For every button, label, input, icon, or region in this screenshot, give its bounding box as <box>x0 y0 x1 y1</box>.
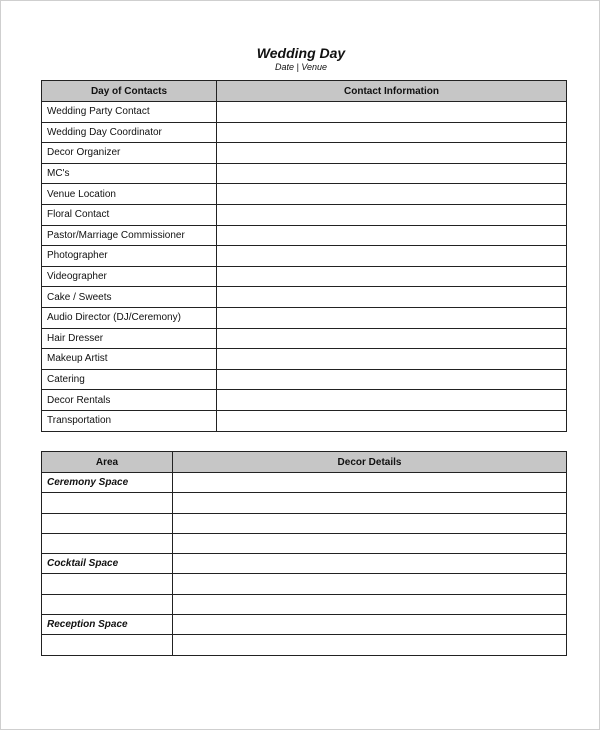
contact-information-field[interactable] <box>217 184 567 205</box>
area-label <box>42 635 173 655</box>
contact-information-field[interactable] <box>217 143 567 164</box>
page-subtitle: Date | Venue <box>274 62 328 72</box>
contact-information-field[interactable] <box>217 204 567 225</box>
table-row <box>42 204 567 225</box>
area-label <box>42 594 173 614</box>
contact-information-field[interactable] <box>217 369 567 390</box>
table-row <box>42 615 567 635</box>
contact-role-label: Catering <box>42 369 217 390</box>
table-row <box>42 225 567 246</box>
area-label: Cocktail Space <box>42 554 173 574</box>
table-row <box>42 307 567 328</box>
table-row <box>42 246 567 267</box>
page-title: Wedding Day <box>256 45 346 61</box>
contact-information-field[interactable] <box>217 102 567 123</box>
decor-details-field[interactable] <box>173 473 567 493</box>
contact-information-field[interactable] <box>217 349 567 370</box>
table-row <box>42 143 567 164</box>
decor-details-field[interactable] <box>173 594 567 614</box>
contact-role-label: MC's <box>42 163 217 184</box>
decor-details-field[interactable] <box>173 574 567 594</box>
contacts-table <box>41 80 567 432</box>
column-header-decor-details: Decor Details <box>173 452 567 473</box>
decor-details-field[interactable] <box>173 554 567 574</box>
column-header-area: Area <box>42 452 173 473</box>
area-label: Ceremony Space <box>42 473 173 493</box>
table-row <box>42 513 567 533</box>
area-label <box>42 513 173 533</box>
table-row <box>42 554 567 574</box>
contact-information-field[interactable] <box>217 328 567 349</box>
contact-information-field[interactable] <box>217 225 567 246</box>
contact-role-label: Photographer <box>42 246 217 267</box>
table-row <box>42 328 567 349</box>
table-row <box>42 473 567 493</box>
contact-role-label: Decor Organizer <box>42 143 217 164</box>
contact-role-label: Makeup Artist <box>42 349 217 370</box>
table-row <box>42 635 567 655</box>
column-header-contact-information: Contact Information <box>217 81 567 102</box>
contact-role-label: Audio Director (DJ/Ceremony) <box>42 307 217 328</box>
contact-role-label: Pastor/Marriage Commissioner <box>42 225 217 246</box>
area-label <box>42 533 173 553</box>
table-row <box>42 184 567 205</box>
area-label <box>42 574 173 594</box>
contact-role-label: Videographer <box>42 266 217 287</box>
contact-information-field[interactable] <box>217 266 567 287</box>
contact-role-label: Cake / Sweets <box>42 287 217 308</box>
decor-table <box>41 451 567 656</box>
contact-role-label: Decor Rentals <box>42 390 217 411</box>
column-header-day-of-contacts: Day of Contacts <box>42 81 217 102</box>
decor-details-field[interactable] <box>173 533 567 553</box>
table-row <box>42 594 567 614</box>
decor-header-row <box>42 452 567 473</box>
contact-information-field[interactable] <box>217 122 567 143</box>
decor-details-field[interactable] <box>173 493 567 513</box>
decor-details-field[interactable] <box>173 615 567 635</box>
contact-information-field[interactable] <box>217 307 567 328</box>
table-row <box>42 266 567 287</box>
table-row <box>42 163 567 184</box>
contact-role-label: Hair Dresser <box>42 328 217 349</box>
table-row <box>42 122 567 143</box>
contact-role-label: Wedding Party Contact <box>42 102 217 123</box>
decor-details-field[interactable] <box>173 513 567 533</box>
area-label: Reception Space <box>42 615 173 635</box>
table-row <box>42 410 567 431</box>
table-row <box>42 533 567 553</box>
contacts-header-row <box>42 81 567 102</box>
contact-information-field[interactable] <box>217 410 567 431</box>
contact-information-field[interactable] <box>217 163 567 184</box>
decor-details-field[interactable] <box>173 635 567 655</box>
contact-role-label: Transportation <box>42 410 217 431</box>
area-label <box>42 493 173 513</box>
contact-role-label: Wedding Day Coordinator <box>42 122 217 143</box>
table-row <box>42 369 567 390</box>
table-row <box>42 102 567 123</box>
contact-information-field[interactable] <box>217 390 567 411</box>
table-row <box>42 493 567 513</box>
table-row <box>42 390 567 411</box>
table-row <box>42 349 567 370</box>
table-row <box>42 574 567 594</box>
contact-role-label: Floral Contact <box>42 204 217 225</box>
table-row <box>42 287 567 308</box>
contact-role-label: Venue Location <box>42 184 217 205</box>
contact-information-field[interactable] <box>217 287 567 308</box>
contact-information-field[interactable] <box>217 246 567 267</box>
